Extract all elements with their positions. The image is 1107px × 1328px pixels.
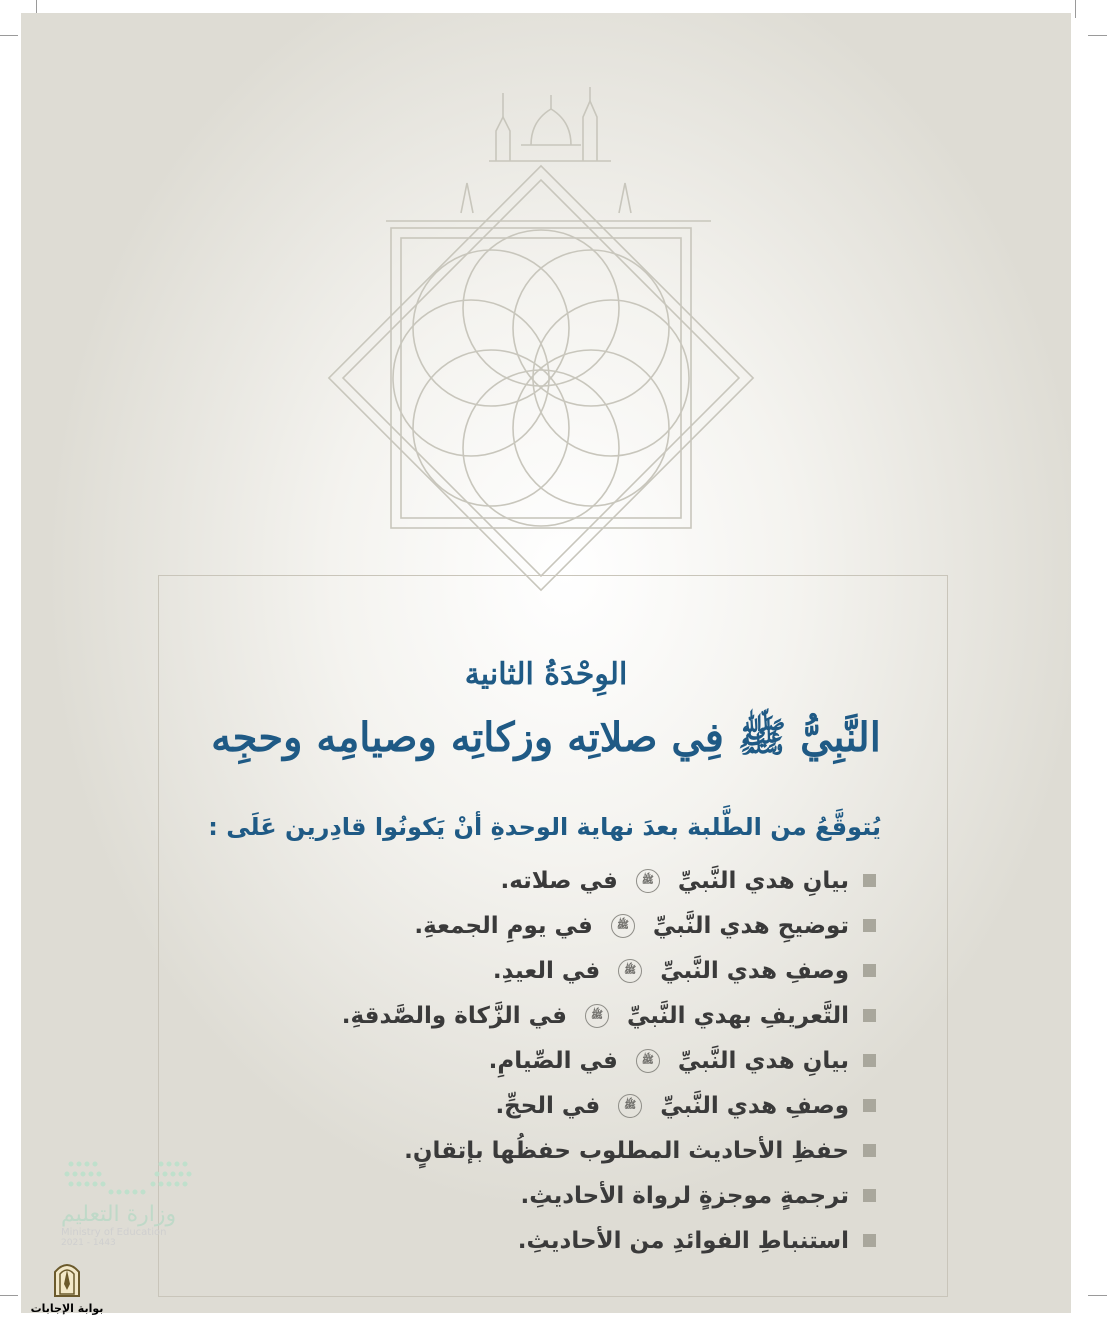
salawat-seal-icon: ﷺ — [611, 914, 635, 938]
salawat-seal-icon: ﷺ — [636, 1049, 660, 1073]
page — [21, 13, 1071, 1313]
objectives-intro: يُتوقَّعُ من الطَّلبة بعدَ نهاية الوحدةِ أنْ يَكونُوا قادِرين عَلَى : — [208, 813, 881, 841]
square-bullet-icon — [863, 1009, 876, 1022]
square-bullet-icon — [863, 1054, 876, 1067]
salawat-seal-icon: ﷺ — [585, 1004, 609, 1028]
crop-mark — [0, 1295, 18, 1296]
list-item: ترجمةٍ موجزةٍ لرواة الأحاديثِ. — [342, 1173, 876, 1218]
list-item: بيانِ هدي النَّبيِّ ﷺ في الصِّيامِ. — [342, 1038, 876, 1083]
ministry-year: 2021 - 1443 — [61, 1238, 116, 1248]
unit-label: الوِحْدَةُ الثانية — [464, 657, 628, 692]
ministry-name-ar: وزارة التعليم — [61, 1202, 177, 1227]
square-bullet-icon — [863, 1144, 876, 1157]
list-item: حفظِ الأحاديث المطلوب حفظُها بإتقانٍ. — [342, 1128, 876, 1173]
list-item: استنباطِ الفوائدِ من الأحاديثِ. — [342, 1218, 876, 1263]
crop-mark — [1088, 35, 1107, 36]
salawat-seal-icon: ﷺ — [618, 959, 642, 983]
square-bullet-icon — [863, 1099, 876, 1112]
inkwell-pen-icon — [52, 1258, 82, 1298]
list-item: وصفِ هدي النَّبيِّ ﷺ في العيدِ. — [342, 948, 876, 993]
salawat-seal-icon: ﷺ — [618, 1094, 642, 1118]
ministry-name-en: Ministry of Education — [61, 1227, 167, 1238]
answers-portal-name: بوابة الإجابات — [30, 1302, 104, 1315]
answers-portal-logo — [30, 1258, 104, 1315]
list-item: وصفِ هدي النَّبيِّ ﷺ في الحجِّ. — [342, 1083, 876, 1128]
square-bullet-icon — [863, 964, 876, 977]
list-item: التَّعريفِ بهدي النَّبيِّ ﷺ في الزَّكاة والصَّدقةِ. — [342, 993, 876, 1038]
square-bullet-icon — [863, 1234, 876, 1247]
crop-mark — [1088, 1295, 1107, 1296]
list-item: توضيحِ هدي النَّبيِّ ﷺ في يومِ الجمعةِ. — [342, 903, 876, 948]
objectives-list — [342, 858, 876, 1263]
crop-mark — [0, 35, 18, 36]
square-bullet-icon — [863, 1189, 876, 1202]
islamic-rosette-icon — [21, 13, 1071, 633]
square-bullet-icon — [863, 874, 876, 887]
crop-mark — [1075, 0, 1076, 18]
salawat-seal-icon: ﷺ — [636, 869, 660, 893]
list-item: بيانِ هدي النَّبيِّ ﷺ في صلاته. — [342, 858, 876, 903]
unit-title: النَّبِيُّ ﷺ فِي صلاتِه وزكاتِه وصيامِه وحجِه — [211, 714, 881, 761]
ministry-logo — [61, 1158, 221, 1248]
square-bullet-icon — [863, 919, 876, 932]
ministry-dots-icon — [61, 1158, 201, 1198]
